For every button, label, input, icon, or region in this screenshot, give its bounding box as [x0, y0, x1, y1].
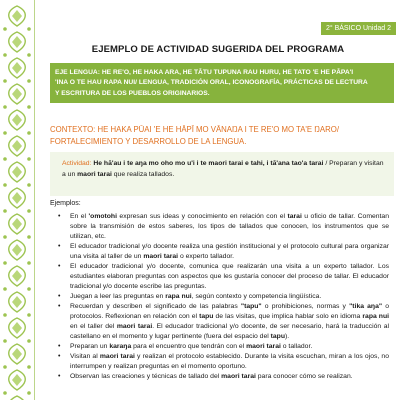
item-text: Juegan a leer las preguntas en [70, 293, 166, 300]
list-item [64, 342, 389, 352]
bold-term: tapu [270, 333, 285, 340]
item-text: o prohibiciones, normas y [261, 303, 350, 310]
bold-term: maori tarai [99, 353, 135, 360]
list-item [64, 302, 389, 342]
bold-term: "tika aŋa" [349, 303, 383, 310]
item-text: Visitan al [70, 353, 100, 360]
item-text: El educador tradicional y/o docente, comunica que realizarán una visita a un experto tallador. Los estudiantes elaboran preguntas con aspectos que les gustaría conocer del proceso de tallar. El educador tradicional y/o docente escribe las preguntas. [70, 263, 389, 290]
bold-term: karaŋa [109, 343, 132, 350]
list-item [64, 242, 389, 262]
activity-label: Actividad: [62, 160, 92, 167]
activity-rapanui-text: He hā'au i te aŋa mo oho mo u'i i te maori tarai e tahi, i tā'ana tao'a tarai [91, 160, 324, 167]
item-text: , según contexto y competencia lingüística. [191, 293, 322, 300]
bold-term: tapu [199, 313, 214, 320]
tribal-pattern-icon [0, 0, 34, 400]
bold-term: tarai [287, 213, 302, 220]
item-text: o protocolos. Reflexionan en relación con el [70, 303, 389, 320]
list-item [64, 352, 389, 372]
eje-line-2: 'INA O TE HAU RAPA NUI/ LENGUA, TRADICIÓN ORAL, ICONOGRAFÍA, PRÁCTICAS DE LECTURA [55, 79, 368, 87]
page-title: EJEMPLO DE ACTIVIDAD SUGERIDA DEL PROGRAMA [91, 44, 345, 55]
item-text: Preparan un [70, 343, 110, 350]
item-text: Observan las creaciones y técnicas de tallado del [70, 373, 222, 380]
decorative-border [0, 0, 35, 400]
eje-line-1: EJE LENGUA: HE RE'O, HE HAKA ARA, HE TĀTU TUPUNA RAU HURU, HE TATO 'E HE PĀPA'I [55, 69, 354, 76]
item-text: en el taller del [70, 323, 117, 330]
item-text: En el [70, 213, 89, 220]
item-text: y realizan el protocolo establecido. Durante la visita escuchan, miran a los ojos, no interrumpen y realizan preguntas en el momento oportuno. [70, 353, 389, 370]
item-text: u oficio de tallar. Comentan sobre la transmisión de estos saberes, los tipos de tallados que conocen, los instrumentos que se utilizan, etc. [70, 213, 389, 240]
bold-term: maori tarai [246, 343, 281, 350]
item-text: . El educador tradicional y/o docente, de ser necesario, hará la traducción al castellano en el momento y lugar pertinente (fuera del espacio del [70, 323, 389, 340]
eje-line-3: Y ESCRITURA DE LOS PUEBLOS ORIGINARIOS. [55, 89, 210, 97]
item-text: para conocer cómo se realizan. [255, 373, 353, 380]
bold-term: rapa nui [362, 313, 389, 320]
examples-label: Ejemplos: [50, 200, 81, 207]
list-item [64, 292, 389, 302]
item-text: Recuerdan y describen el significado de las palabras [70, 303, 241, 310]
bold-term: rapa nui [165, 293, 192, 300]
list-item [64, 262, 389, 292]
list-item [64, 212, 389, 242]
bold-term: maori tarai [221, 373, 256, 380]
bold-term: maori tarai [143, 253, 179, 260]
item-text: para el encuentro que tendrán con el [131, 343, 247, 350]
item-text: o experto tallador. [178, 253, 234, 260]
bold-term: maori tarai [116, 323, 153, 330]
grade-unit-badge: 2° BÁSICO Unidad 2 [321, 22, 396, 35]
activity-keyword: maori tarai [77, 170, 112, 178]
item-text: expresan sus ideas y conocimiento en relación con el [116, 213, 288, 220]
activity-spanish-text: / Preparan y visitan a un [62, 160, 384, 178]
bold-term: 'omotohi [88, 213, 117, 220]
bold-term: "tapu" [240, 303, 262, 310]
document-page [40, 0, 396, 400]
activity-box [50, 152, 394, 196]
context-line-1: CONTEXTO: HE HAKA PŪAI 'E HE HĀPĪ MO VĀNAŊA I TE RE'O MO TA'E ŊARO/ [50, 125, 339, 134]
examples-list [64, 212, 389, 382]
item-text: ). [285, 333, 290, 340]
eje-banner [50, 63, 394, 103]
list-item [64, 372, 389, 382]
context-line-2: FORTALECIMIENTO Y DESARROLLO DE LA LENGUA. [50, 136, 247, 146]
activity-spanish-end: que realiza tallados. [111, 170, 175, 178]
item-text: El educador tradicional y/o docente realiza una gestión institucional y el protocolo cultural para organizar una visita al taller de un [70, 243, 389, 260]
context-heading [50, 124, 394, 147]
item-text: de las visitas, que implica hablar solo en idioma [213, 313, 363, 320]
item-text: o tallador. [280, 343, 313, 350]
